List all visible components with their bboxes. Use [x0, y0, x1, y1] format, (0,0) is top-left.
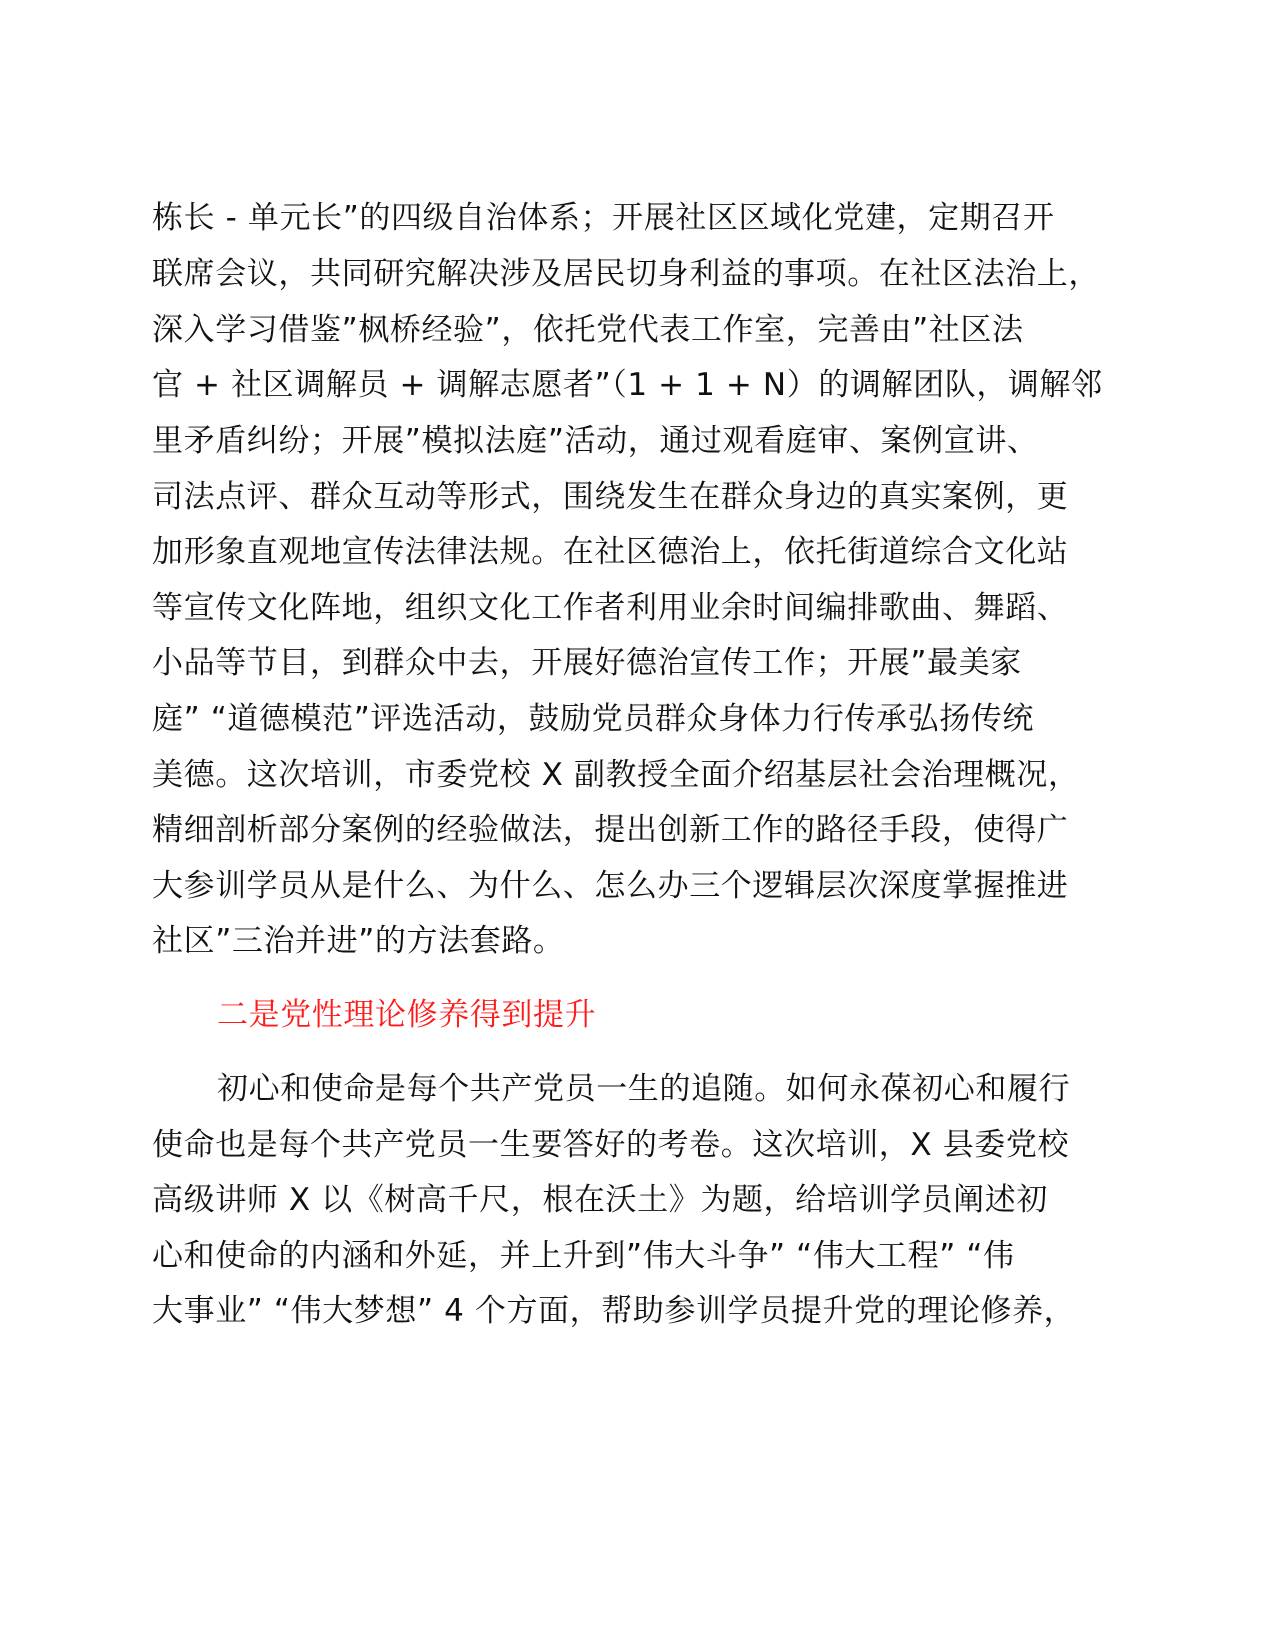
paragraph-line: 联席会议，共同研究解决涉及居民切身利益的事项。在社区法治上，: [152, 256, 1100, 292]
paragraph-line: 深入学习借鉴”枫桥经验”，依托党代表工作室，完善由”社区法: [152, 312, 1024, 348]
paragraph-line: 加形象直观地宣传法律法规。在社区德治上，依托街道综合文化站: [152, 534, 1069, 570]
paragraph-line: 高级讲师 X 以《树高千尺，根在沃土》为题，给培训学员阐述初: [152, 1182, 1048, 1218]
paragraph-line: 心和使命的内涵和外延，并上升到”伟大斗争” “伟大工程” “伟: [152, 1238, 1015, 1274]
section-heading: 二是党性理论修养得到提升: [217, 997, 597, 1033]
paragraph-line: 栋长 - 单元长”的四级自治体系；开展社区区域化党建，定期召开: [152, 200, 1055, 236]
paragraph-line: 美德。这次培训，市委党校 X 副教授全面介绍基层社会治理概况，: [152, 757, 1080, 793]
paragraph-line: 大参训学员从是什么、为什么、怎么办三个逻辑层次深度掌握推进: [152, 868, 1069, 904]
paragraph-line: 初心和使命是每个共产党员一生的追随。如何永葆初心和履行: [217, 1071, 1071, 1107]
paragraph-line: 庭” “道德模范”评选活动，鼓励党员群众身体力行传承弘扬传统: [152, 701, 1035, 737]
paragraph-line: 等宣传文化阵地，组织文化工作者利用业余时间编排歌曲、舞蹈、: [152, 590, 1069, 626]
paragraph-line: 里矛盾纠纷；开展”模拟法庭”活动，通过观看庭审、案例宣讲、: [152, 423, 1039, 459]
paragraph-line: 小品等节目，到群众中去，开展好德治宣传工作；开展”最美家: [152, 645, 1022, 681]
paragraph-line: 司法点评、群众互动等形式，围绕发生在群众身边的真实案例，更: [152, 479, 1069, 515]
paragraph-line: 大事业” “伟大梦想” 4 个方面，帮助参训学员提升党的理论修养，: [152, 1293, 1076, 1329]
paragraph-line: 官 + 社区调解员 + 调解志愿者”（1 + 1 + N）的调解团队，调解邻: [152, 367, 1103, 403]
paragraph-line: 社区”三治并进”的方法套路。: [152, 923, 565, 959]
paragraph-line: 精细剖析部分案例的经验做法，提出创新工作的路径手段，使得广: [152, 812, 1069, 848]
paragraph-line: 使命也是每个共产党员一生要答好的考卷。这次培训，X 县委党校: [152, 1127, 1070, 1163]
